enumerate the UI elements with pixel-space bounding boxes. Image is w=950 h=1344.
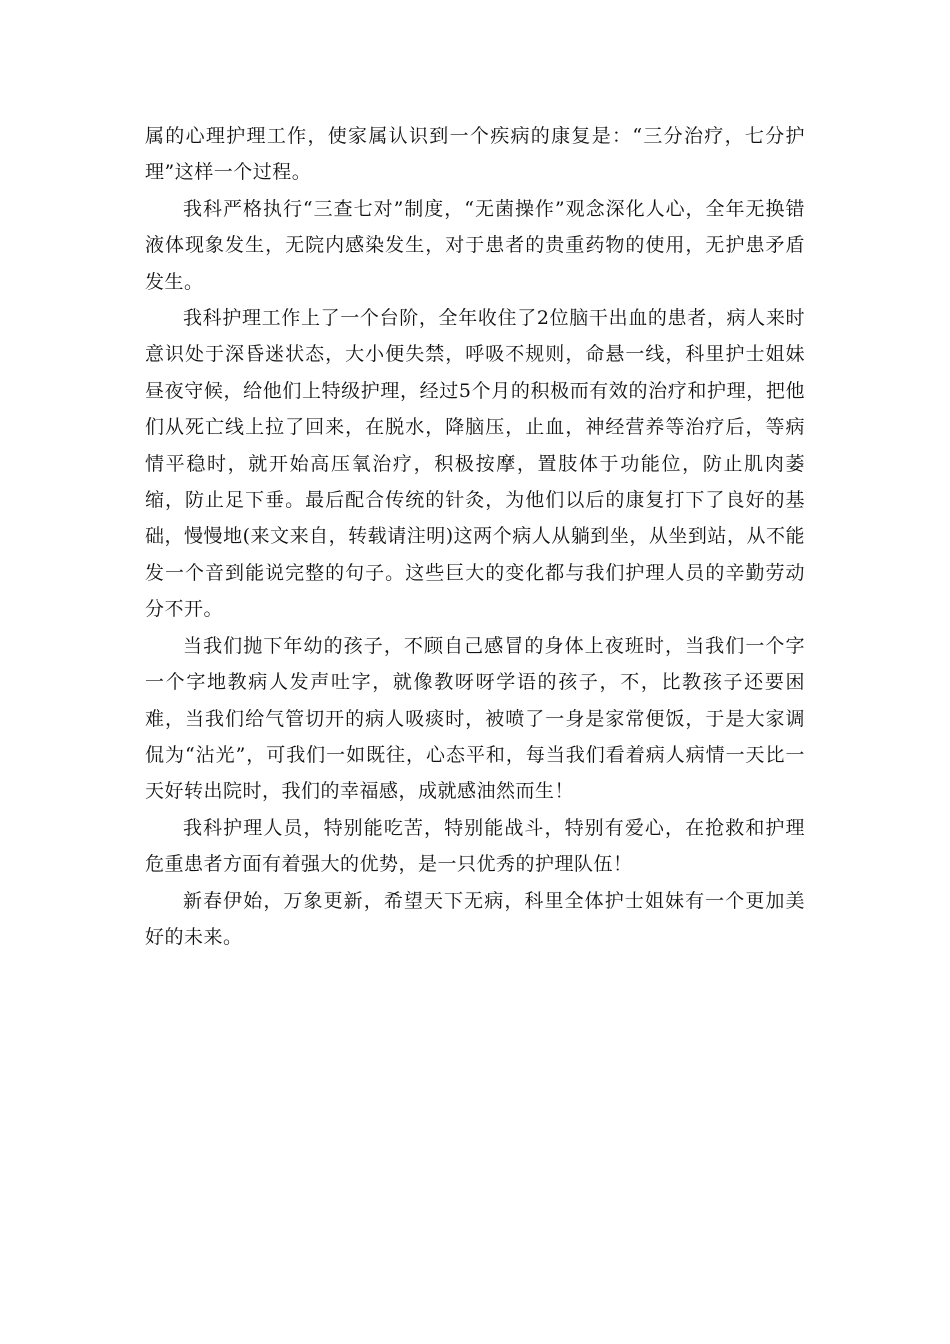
paragraph-4: 当我们抛下年幼的孩子，不顾自己感冒的身体上夜班时，当我们一个字一个字地教病人发声吐字，就像教呀呀学语的孩子，不，比教孩子还要困难，当我们给气管切开的病人吸痰时，被喷了一身是家常便饭，于是大家调侃为“沾光”，可我们一如既往，心态平和，每当我们看着病人病情一天比一天好转出院时，我们的幸福感，成就感油然而生！ [145, 634, 805, 803]
paragraph-6: 新春伊始，万象更新，希望天下无病，科里全体护士姐妹有一个更加美好的未来。 [145, 889, 805, 948]
paragraph-1: 属的心理护理工作，使家属认识到一个疾病的康复是：“三分治疗，七分护理”这样一个过程。 [145, 125, 805, 184]
document-body [145, 118, 805, 955]
paragraph-3: 我科护理工作上了一个台阶，全年收住了2位脑干出血的患者，病人来时意识处于深昏迷状态，大小便失禁，呼吸不规则，命悬一线，科里护士姐妹昼夜守候，给他们上特级护理，经过5个月的积极而有效的治疗和护理，把他们从死亡线上拉了回来，在脱水，降脑压，止血，神经营养等治疗后，等病情平稳时，就开始高压氧治疗，积极按摩，置肢体于功能位，防止肌肉萎缩，防止足下垂。最后配合传统的针灸，为他们以后的康复打下了良好的基础，慢慢地(来文来自，转载请注明)这两个病人从躺到坐，从坐到站，从不能发一个音到能说完整的句子。这些巨大的变化都与我们护理人员的辛勤劳动分不开。 [145, 307, 805, 621]
paragraph-2: 我科严格执行“三查七对”制度，“无菌操作”观念深化人心，全年无换错液体现象发生，无院内感染发生，对于患者的贵重药物的使用，无护患矛盾发生。 [145, 197, 805, 293]
paragraph-5: 我科护理人员，特别能吃苦，特别能战斗，特别有爱心，在抢救和护理危重患者方面有着强大的优势，是一只优秀的护理队伍！ [145, 816, 805, 876]
